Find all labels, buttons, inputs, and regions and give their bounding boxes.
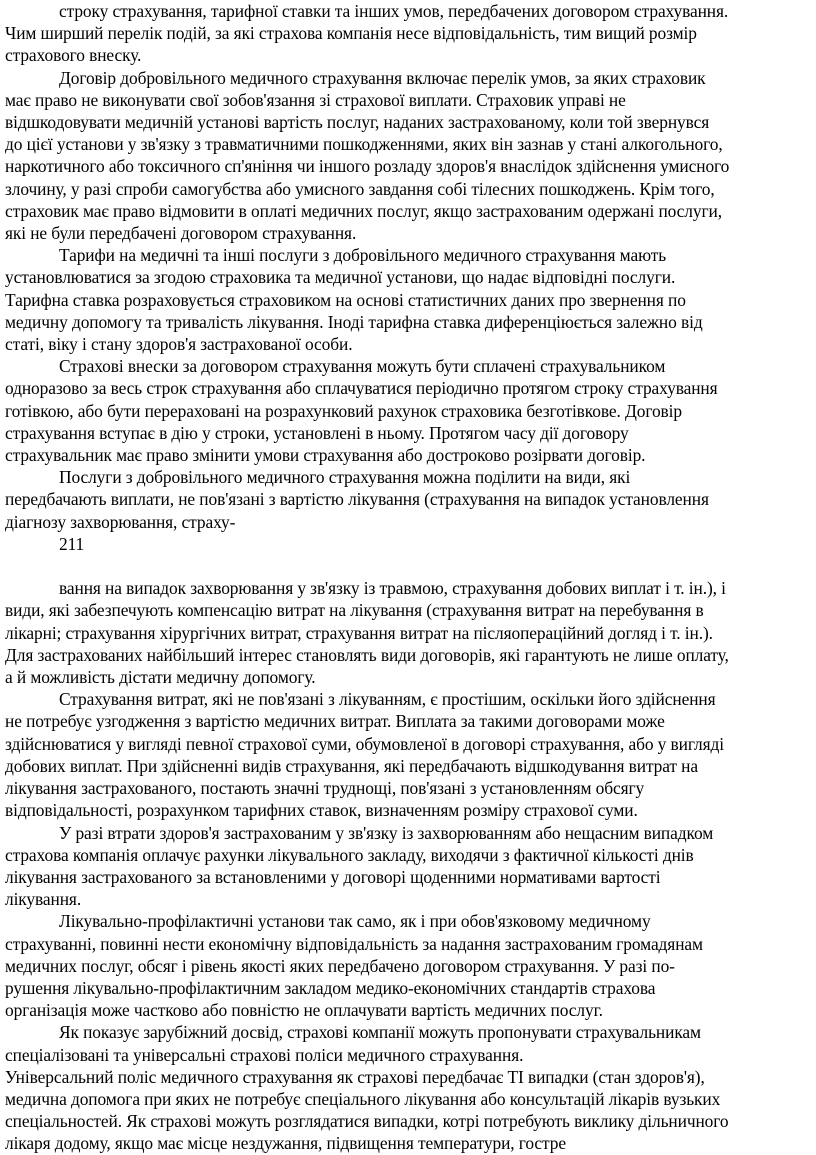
paragraph-4 (5, 355, 816, 466)
text-line: медична допомога при яких не потребує спеціального лікування або консультацій лікарів вузьких (5, 1088, 721, 1109)
text-line: одноразово за весь строк страхування або сплачуватися періодично протягом строку страхування (5, 378, 718, 399)
text-line: відшкодовувати медичній установі вартість послуг, наданих застрахованому, коли той звернувся (5, 112, 710, 133)
text-line: Лікувально-профілактичні установи так само, як і при обов'язковому медичному (59, 911, 651, 932)
text-line: страхового внеску. (5, 45, 142, 66)
paragraph-9 (5, 910, 816, 1021)
text-line: страхування вступає в дію у строки, установлені в ньому. Протягом часу дії договору (5, 422, 629, 443)
text-line: страхова компанія оплачує рахунки лікувального закладу, виходячи з фактичної кількості днів (5, 844, 694, 865)
paragraph-7 (5, 688, 816, 821)
paragraph-2 (5, 67, 816, 245)
text-line: лікування. (5, 889, 82, 910)
text-line: Чим ширший перелік подій, за які страхова компанія несе відповідальність, тим вищий розмір (5, 23, 697, 44)
text-line: лікування застрахованого за встановленими у договорі щоденними нормативами вартості (5, 866, 661, 887)
text-line: лікування застрахованого, постають значні труднощі, пов'язані з установленням обсягу (5, 778, 645, 799)
text-line: а й можливість дістати медичну допомогу. (5, 667, 316, 688)
text-line: здійснюватися у вигляді певної страхової суми, обумовленої в договорі страхування, або у вигляді (5, 733, 724, 754)
text-line: Послуги з добровільного медичного страхування можна поділити на види, які (59, 467, 631, 488)
text-line: види, які забезпечують компенсацію витрат на лікування (страхування витрат на перебування в (5, 600, 704, 621)
text-line: лікарні; страхування хірургічних витрат, страхування витрат на післяопераційний догляд і т. ін.). (5, 622, 713, 643)
text-line: строку страхування, тарифної ставки та інших умов, передбачених договором страхування. (59, 1, 729, 21)
paragraph-5 (5, 466, 816, 533)
text-line: Тарифна ставка розраховується страховиком на основі статистичних даних про звернення по (5, 289, 686, 310)
text-line: добових виплат. При здійсненні видів страхування, які передбачають відшкодування витрат на (5, 755, 699, 776)
paragraph-1 (5, 0, 816, 67)
text-line: до цієї установи у зв'язку з травматичними пошкодженнями, яких він зазнав у стані алкогольного, (5, 134, 723, 155)
text-line: медичну допомогу та тривалість лікування. Іноді тарифна ставка диференціюється залежно від (5, 311, 703, 332)
text-line: передбачають виплати, не пов'язані з вартістю лікування (страхування на випадок установлення (5, 489, 709, 510)
text-line: не потребує узгодження з вартістю медичних витрат. Виплата за такими договорами може (5, 711, 665, 732)
text-line: організація може частково або повністю не оплачувати вартість медичних послуг. (5, 1000, 603, 1021)
text-line: Страхування витрат, які не пов'язані з лікуванням, є простішим, оскільки його здійснення (59, 689, 716, 710)
page-number: 211 (59, 533, 85, 554)
text-line: страхувальник має право змінити умови страхування або достроково розірвати договір. (5, 445, 646, 466)
text-line: Тарифи на медичні та інші послуги з добровільного медичного страхування мають (59, 245, 667, 266)
text-line: діагнозу захворювання, страху- (5, 511, 236, 532)
text-line: страхуванні, повинні нести економічну відповідальність за надання застрахованим громадянам (5, 933, 703, 954)
page-number-block (5, 533, 816, 555)
paragraph-8 (5, 822, 816, 911)
page-break-gap (5, 555, 816, 577)
text-line: має право не виконувати свої зобов'язання зі страхової виплати. Страховик управі не (5, 89, 626, 110)
text-line: Для застрахованих найбільший інтерес становлять види договорів, які гарантують не лише оплату, (5, 644, 729, 665)
text-line: медичних послуг, обсяг і рівень якості яких передбачено договором страхування. У разі по- (5, 955, 675, 976)
text-line: наркотичного або токсичного сп'яніння чи іншого розладу здоров'я внаслідок здійснення умисного (5, 156, 730, 177)
text-line: У разі втрати здоров'я застрахованим у зв'язку із захворюванням або нещасним випадком (59, 822, 714, 843)
text-line: вання на випадок захворювання у зв'язку із травмою, страхування добових виплат і т. ін.), і (59, 578, 726, 599)
paragraph-11 (5, 1066, 816, 1155)
text-line: спеціальностей. Як страхові можуть розглядатися випадки, котрі потребують виклику дільничного (5, 1111, 729, 1132)
text-line: страховик має право відмовити в оплаті медичних послуг, якщо застрахованим одержані послуги, (5, 200, 722, 221)
paragraph-3 (5, 244, 816, 355)
text-line: Як показує зарубіжний досвід, страхові компанії можуть пропонувати страхувальникам (59, 1022, 701, 1043)
text-line: готівкою, або бути перераховані на розрахунковий рахунок страховика безготівкове. Договір (5, 400, 682, 421)
text-line: Страхові внески за договором страхування можуть бути сплачені страхувальником (59, 356, 666, 377)
text-line: лікаря додому, якщо має місце нездужання, підвищення температури, гостре (5, 1133, 566, 1154)
text-line: відповідальності, розрахунком тарифних ставок, визначенням розміру страхової суми. (5, 800, 638, 821)
text-line: які не були передбачені договором страхування. (5, 223, 357, 244)
paragraph-6 (5, 577, 816, 688)
text-line: рушення лікувально-профілактичним закладом медико-економічних стандартів страхова (5, 977, 656, 998)
paragraph-10 (5, 1021, 816, 1065)
text-line: Універсальний поліс медичного страхування як страхові передбачає ТІ випадки (стан здоров'я), (5, 1066, 705, 1087)
text-line: Договір добровільного медичного страхування включає перелік умов, за яких страховик (59, 67, 706, 88)
text-line: статі, віку і стану здоров'я застрахованої особи. (5, 334, 353, 355)
text-line: злочину, у разі спроби самогубства або умисного завдання собі тілесних пошкоджень. Крім того, (5, 178, 715, 199)
text-line: установлюватися за згодою страховика та медичної установи, що надає відповідні послуги. (5, 267, 676, 288)
text-line: спеціалізовані та універсальні страхові поліси медичного страхування. (5, 1044, 524, 1065)
